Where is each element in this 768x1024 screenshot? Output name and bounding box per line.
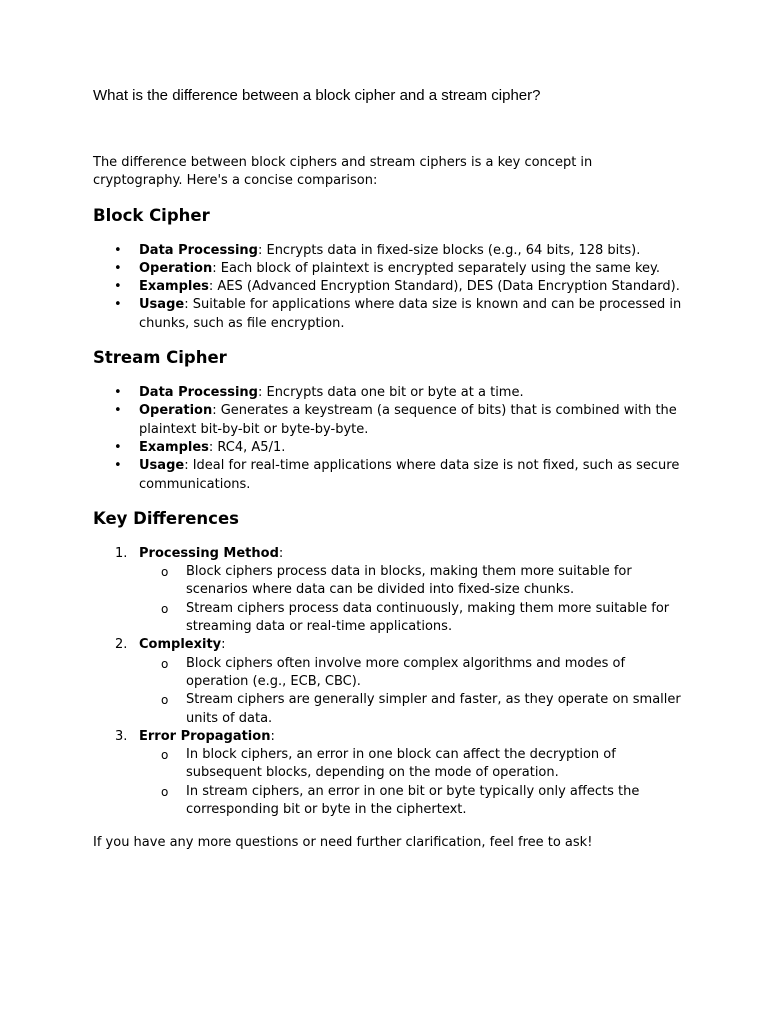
intro-paragraph: The difference between block ciphers and stream ciphers is a key concept in cryptography. Here's a concise comparison: bbox=[93, 155, 593, 189]
list-item bbox=[93, 636, 683, 727]
item-number: 2. bbox=[115, 637, 128, 653]
term-suffix: : bbox=[221, 637, 226, 653]
term-suffix: : bbox=[270, 728, 275, 744]
block-cipher-heading: Block Cipher bbox=[93, 205, 210, 225]
list-item bbox=[93, 384, 683, 402]
sub-marker: o bbox=[161, 693, 169, 708]
item-number: 3. bbox=[115, 728, 128, 744]
sub-item-text: In stream ciphers, an error in one bit or byte typically only affects the corresponding bit or byte in the ciphertext. bbox=[186, 783, 640, 818]
question-text: What is the difference between a block cipher and a stream cipher? bbox=[93, 87, 541, 104]
answer-content bbox=[93, 154, 683, 853]
sub-item-text: Block ciphers process data in blocks, making them more suitable for scenarios where data can be divided into fixed-size chunks. bbox=[186, 564, 632, 598]
item-text: : Suitable for applications where data size is known and can be processed in chunks, such as file encryption. bbox=[139, 297, 682, 331]
list-item bbox=[93, 278, 683, 296]
list-item bbox=[93, 728, 683, 819]
stream-cipher-heading: Stream Cipher bbox=[93, 348, 227, 368]
list-item bbox=[93, 402, 683, 439]
term: Processing Method bbox=[139, 545, 279, 561]
list-item bbox=[93, 260, 683, 278]
item-text: : Ideal for real-time applications where data size is not fixed, such as secure communications. bbox=[139, 458, 680, 492]
sub-list-item bbox=[139, 691, 683, 728]
item-number: 1. bbox=[115, 545, 128, 561]
list-item bbox=[93, 439, 683, 457]
term: Complexity bbox=[139, 637, 222, 653]
sub-list bbox=[139, 655, 683, 728]
item-text: : RC4, A5/1. bbox=[208, 439, 286, 455]
term: Usage bbox=[139, 297, 185, 313]
term: Error Propagation bbox=[139, 728, 271, 744]
block-cipher-list bbox=[93, 242, 683, 333]
term: Usage bbox=[139, 458, 185, 474]
item-text: : Generates a keystream (a sequence of bits) that is combined with the plaintext bit-by-bit or byte-by-byte. bbox=[139, 403, 677, 437]
closing-paragraph: If you have any more questions or need further clarification, feel free to ask! bbox=[93, 835, 593, 851]
sub-marker: o bbox=[161, 656, 169, 671]
sub-list-item bbox=[139, 563, 683, 600]
term: Operation bbox=[139, 260, 213, 276]
sub-item-text: Block ciphers often involve more complex algorithms and modes of operation (e.g., ECB, CBC). bbox=[186, 655, 626, 689]
term: Examples bbox=[139, 279, 209, 295]
item-text: : Encrypts data one bit or byte at a time. bbox=[257, 385, 524, 401]
sub-list bbox=[139, 746, 683, 819]
sub-list-item bbox=[139, 600, 683, 637]
item-text: : Encrypts data in fixed-size blocks (e.g., 64 bits, 128 bits). bbox=[257, 242, 641, 258]
key-differences-heading: Key Differences bbox=[93, 508, 239, 528]
sub-item-text: Stream ciphers are generally simpler and faster, as they operate on smaller units of data. bbox=[186, 692, 681, 726]
list-item bbox=[93, 242, 683, 260]
sub-marker: o bbox=[161, 601, 169, 616]
term: Data Processing bbox=[139, 242, 258, 258]
term-suffix: : bbox=[278, 545, 284, 561]
stream-cipher-list bbox=[93, 384, 683, 494]
list-item bbox=[93, 457, 683, 494]
term: Data Processing bbox=[139, 385, 258, 401]
sub-marker: o bbox=[161, 784, 169, 799]
sub-list-item bbox=[139, 746, 683, 783]
key-differences-list bbox=[93, 545, 683, 819]
sub-list-item bbox=[139, 783, 683, 820]
sub-marker: o bbox=[161, 748, 169, 763]
sub-marker: o bbox=[161, 565, 169, 580]
list-item bbox=[93, 545, 683, 636]
term: Operation bbox=[139, 403, 213, 419]
sub-item-text: In block ciphers, an error in one block can affect the decryption of subsequent blocks, depending on the mode of operation. bbox=[186, 747, 616, 781]
item-text: : Each block of plaintext is encrypted separately using the same key. bbox=[212, 260, 660, 276]
list-item bbox=[93, 296, 683, 333]
term: Examples bbox=[139, 439, 209, 455]
item-text: : AES (Advanced Encryption Standard), DES (Data Encryption Standard). bbox=[208, 279, 680, 295]
sub-list-item bbox=[139, 655, 683, 692]
sub-item-text: Stream ciphers process data continuously, making them more suitable for streaming data or real-time applications. bbox=[186, 600, 670, 635]
sub-list bbox=[139, 563, 683, 636]
